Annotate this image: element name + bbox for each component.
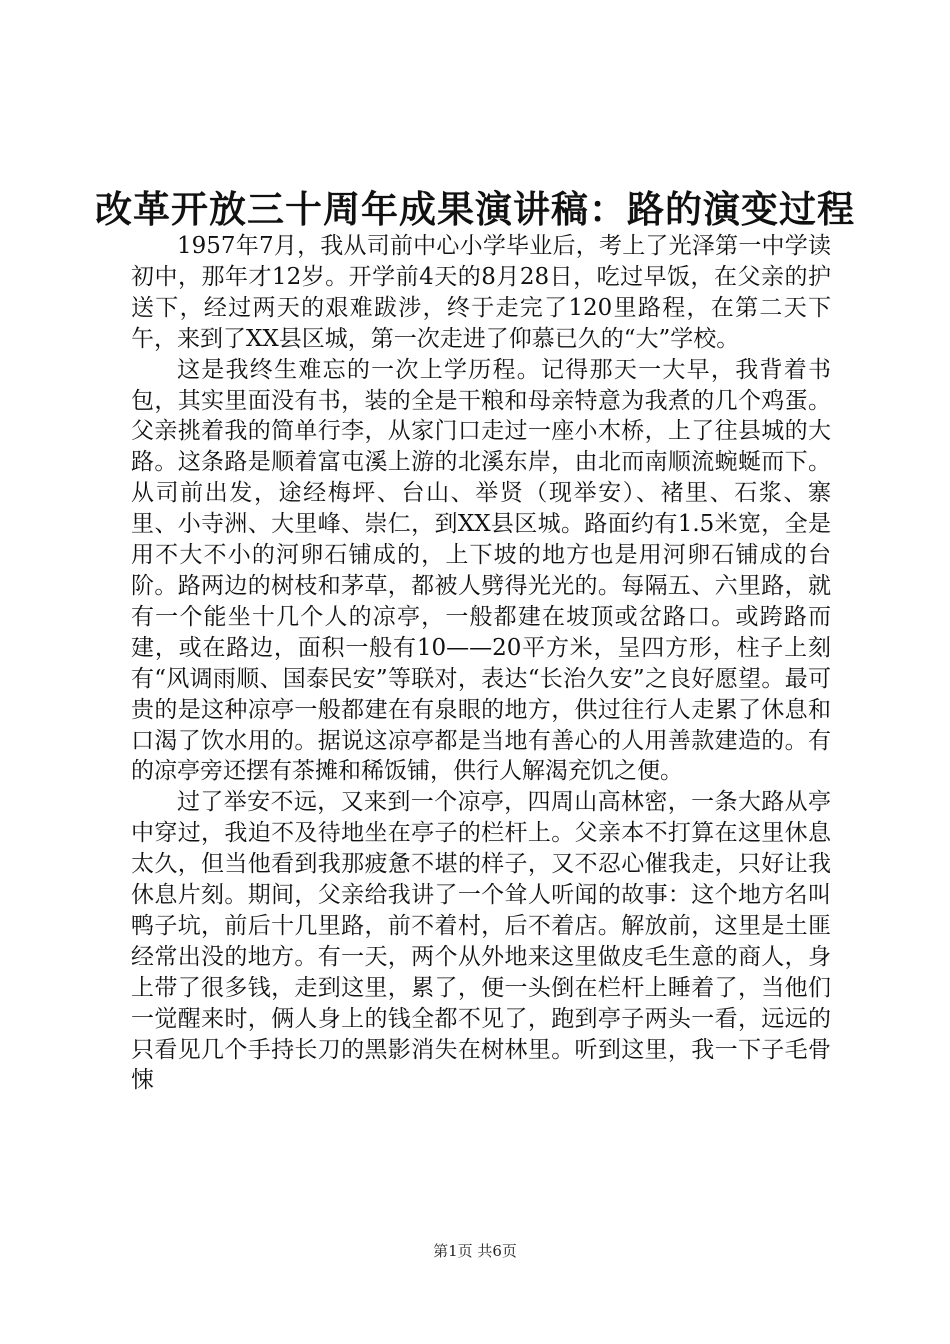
document-title: 改革开放三十周年成果演讲稿：路的演变过程: [95, 187, 855, 231]
paragraph: 1957年7月，我从司前中心小学毕业后，考上了光泽第一中学读初中，那年才12岁。开学前4天的8月28日，吃过早饭，在父亲的护送下，经过两天的艰难跋涉，终于走完了120里路程，在第二天下午，来到了XX县区城，第一次走进了仰慕已久的“大”学校。: [131, 233, 831, 352]
document-body: [131, 231, 831, 1096]
paragraph: 这是我终生难忘的一次上学历程。记得那天一大早，我背着书包，其实里面没有书，装的全是干粮和母亲特意为我煮的几个鸡蛋。父亲挑着我的简单行李，从家门口走过一座小木桥，上了往县城的大路。这条路是顺着富屯溪上游的北溪东岸，由北而南顺流蜿蜒而下。从司前出发，途经梅坪、台山、举贤（现举安）、褚里、石浆、寨里、小寺洲、大里峰、崇仁，到XX县区城。路面约有1.5米宽，全是用不大不小的河卵石铺成的，上下坡的地方也是用河卵石铺成的台阶。路两边的树枝和茅草，都被人劈得光光的。每隔五、六里路，就有一个能坐十几个人的凉亭，一般都建在坡顶或岔路口。或跨路而建，或在路边，面积一般有10——20平方米，呈四方形，柱子上刻有“风调雨顺、国泰民安”等联对，表达“长治久安”之良好愿望。最可贵的是这种凉亭一般都建在有泉眼的地方，供过往行人走累了休息和口渴了饮水用的。据说这凉亭都是当地有善心的人用善款建造的。有的凉亭旁还摆有茶摊和稀饭铺，供行人解渴充饥之便。: [131, 356, 831, 785]
page-footer: 第1页 共6页: [433, 1242, 517, 1260]
paragraph: 过了举安不远，又来到一个凉亭，四周山高林密，一条大路从亭中穿过，我迫不及待地坐在亭子的栏杆上。父亲本不打算在这里休息太久，但当他看到我那疲惫不堪的样子，又不忍心催我走，只好让我休息片刻。期间，父亲给我讲了一个耸人听闻的故事：这个地方名叫鸭子坑，前后十几里路，前不着村，后不着店。解放前，这里是土匪经常出没的地方。有一天，两个从外地来这里做皮毛生意的商人，身上带了很多钱，走到这里，累了，便一头倒在栏杆上睡着了，当他们一觉醒来时，俩人身上的钱全都不见了，跑到亭子两头一看，远远的只看见几个手持长刀的黑影消失在树林里。听到这里，我一下子毛骨悚: [131, 789, 831, 1094]
